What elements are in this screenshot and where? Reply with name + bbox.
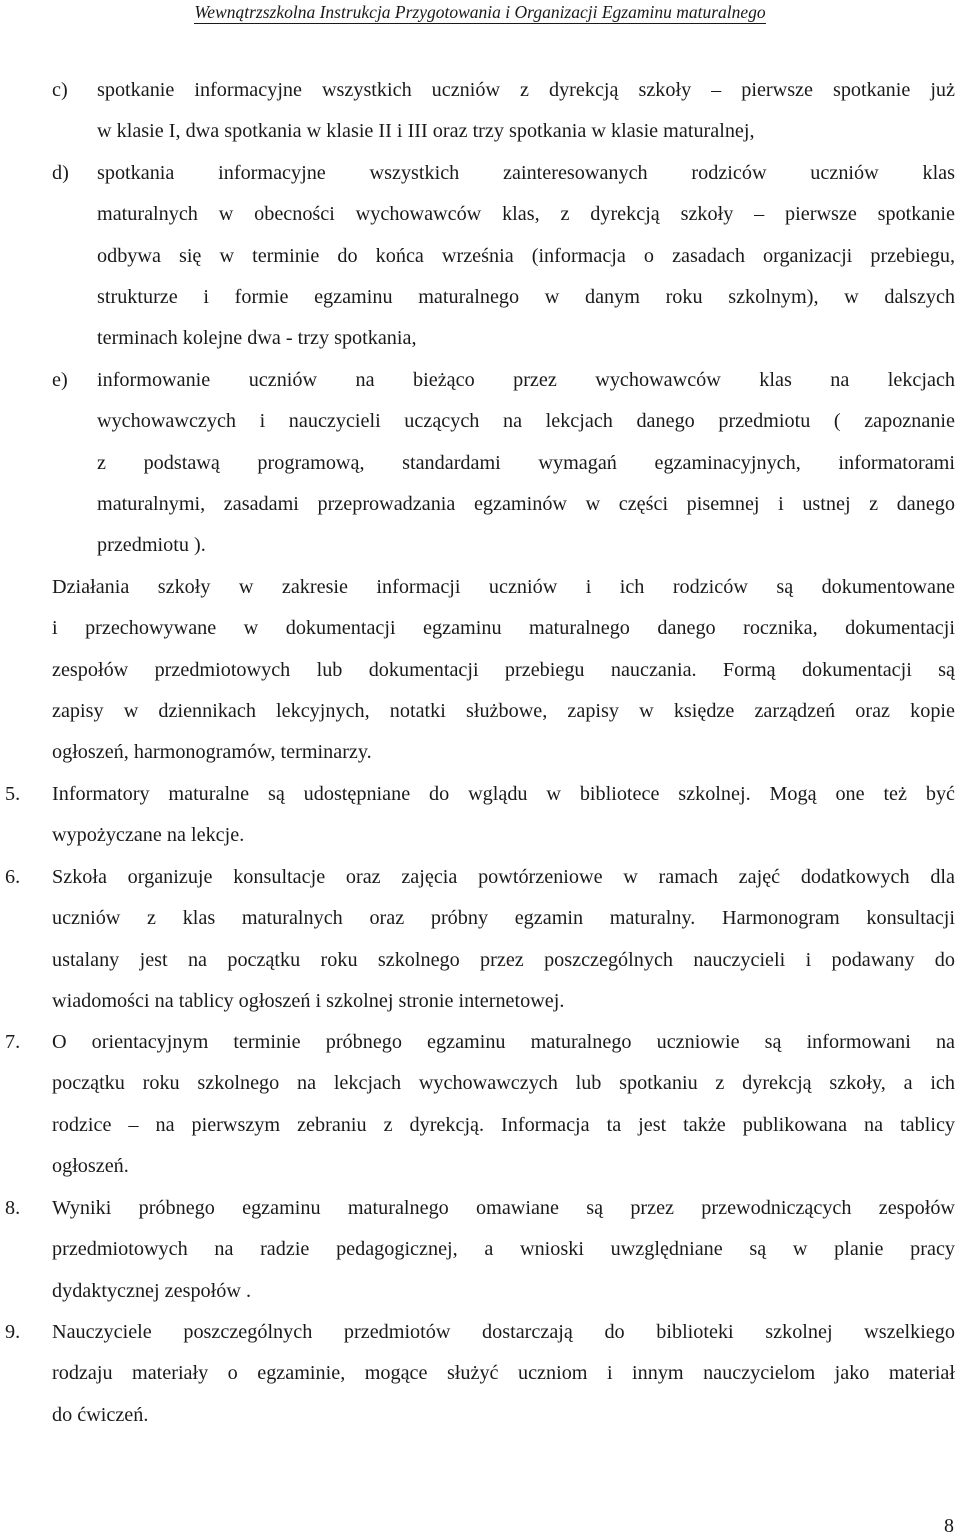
list-item-d — [97, 153, 955, 359]
text-line: wypożyczane na lekcje. — [52, 824, 245, 847]
list-item-9 — [52, 1312, 955, 1436]
list-marker-e: e) — [52, 369, 68, 391]
text-line: strukturze i formie egzaminu maturalnego w danym roku szkolnym), w dalszych — [97, 285, 955, 308]
text-line: początku roku szkolnego na lekcjach wychowawczych lub spotkaniu z dyrekcją szkoły, a ich — [52, 1072, 955, 1095]
text-line: uczniów z klas maturalnych oraz próbny egzamin maturalny. Harmonogram konsultacji — [52, 907, 955, 930]
text-line: Szkoła organizuje konsultacje oraz zajęcia powtórzeniowe w ramach zajęć dodatkowych dla — [52, 866, 955, 888]
text-line: przedmiotowych na radzie pedagogicznej, a wnioski uwzględniane są w planie pracy — [52, 1238, 955, 1261]
text-line: odbywa się w terminie do końca września (informacja o zasadach organizacji przebiegu, — [97, 244, 955, 267]
list-item-6 — [52, 857, 955, 1022]
text-line: spotkanie informacyjne wszystkich uczniów z dyrekcją szkoły – pierwsze spotkanie już — [97, 79, 955, 101]
list-item-c — [97, 70, 955, 153]
list-marker-8: 8. — [5, 1197, 21, 1219]
text-line: maturalnych w obecności wychowawców klas, z dyrekcją szkoły – pierwsze spotkanie — [97, 203, 955, 226]
text-line: ustalany jest na początku roku szkolnego przez poszczególnych nauczycieli i podawany do — [52, 948, 955, 971]
text-line: zapisy w dziennikach lekcyjnych, notatki służbowe, zapisy w księdze zarządzeń oraz kopie — [52, 699, 955, 722]
list-marker-7: 7. — [5, 1031, 21, 1053]
text-line: do ćwiczeń. — [52, 1403, 149, 1426]
text-line: ogłoszeń. — [52, 1154, 129, 1177]
text-line: z podstawą programową, standardami wymagań egzaminacyjnych, informatorami — [97, 451, 955, 474]
list-item-5 — [52, 774, 955, 857]
page-header — [0, 2, 960, 22]
text-line: dydaktycznej zespołów . — [52, 1279, 252, 1302]
text-line: informowanie uczniów na bieżąco przez wychowawców klas na lekcjach — [97, 369, 955, 391]
list-marker-c: c) — [52, 79, 68, 101]
text-line: zespołów przedmiotowych lub dokumentacji przebiegu nauczania. Formą dokumentacji są — [52, 658, 955, 681]
text-line: przedmiotu ). — [97, 534, 206, 557]
text-line: Wyniki próbnego egzaminu maturalnego omawiane są przez przewodniczących zespołów — [52, 1197, 955, 1219]
list-marker-d: d) — [52, 162, 69, 184]
text-line: spotkania informacyjne wszystkich zainteresowanych rodziców uczniów klas — [97, 162, 955, 184]
text-line: wychowawczych i nauczycieli uczących na lekcjach danego przedmiotu ( zapoznanie — [97, 410, 955, 433]
list-marker-6: 6. — [5, 866, 21, 888]
text-line: rodzaju materiały o egzaminie, mogące służyć uczniom i innym nauczycielom jako materiał — [52, 1362, 955, 1385]
list-marker-5: 5. — [5, 783, 21, 805]
documentation-paragraph — [52, 567, 955, 773]
text-line: rodzice – na pierwszym zebraniu z dyrekcją. Informacja ta jest także publikowana na tablicy — [52, 1113, 955, 1136]
list-item-7 — [52, 1022, 955, 1187]
text-line: w klasie I, dwa spotkania w klasie II i III oraz trzy spotkania w klasie maturalnej, — [97, 120, 755, 143]
list-item-8 — [52, 1188, 955, 1312]
text-line: maturalnymi, zasadami przeprowadzania egzaminów w części pisemnej i ustnej z danego — [97, 492, 955, 515]
header-title: Wewnątrzszkolna Instrukcja Przygotowania i Organizacji Egzaminu maturalnego — [194, 2, 766, 22]
text-line: Informatory maturalne są udostępniane do wglądu w bibliotece szkolnej. Mogą one też być — [52, 783, 955, 805]
text-line: wiadomości na tablicy ogłoszeń i szkolnej stronie internetowej. — [52, 989, 565, 1012]
text-line: terminach kolejne dwa - trzy spotkania, — [97, 327, 417, 350]
page-number: 8 — [944, 1515, 954, 1537]
text-line: Nauczyciele poszczególnych przedmiotów dostarczają do biblioteki szkolnej wszelkiego — [52, 1321, 955, 1343]
text-line: i przechowywane w dokumentacji egzaminu maturalnego danego rocznika, dokumentacji — [52, 617, 955, 640]
text-line: O orientacyjnym terminie próbnego egzaminu maturalnego uczniowie są informowani na — [52, 1031, 955, 1053]
text-line: Działania szkoły w zakresie informacji uczniów i ich rodziców są dokumentowane — [52, 576, 955, 598]
list-marker-9: 9. — [5, 1321, 21, 1343]
text-line: ogłoszeń, harmonogramów, terminarzy. — [52, 741, 372, 764]
list-item-e — [97, 360, 955, 566]
